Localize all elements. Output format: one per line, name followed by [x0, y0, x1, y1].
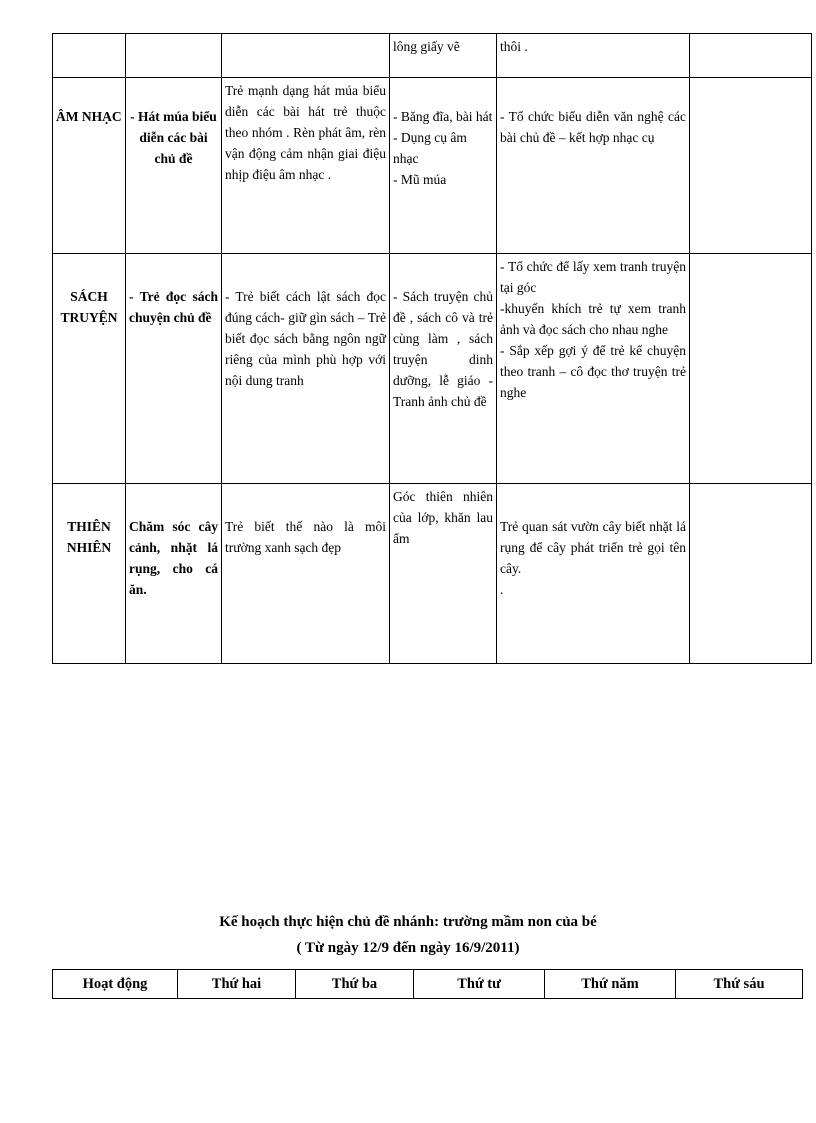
goal-cell: - Hát múa biểu diễn các bài chủ đề — [126, 78, 222, 254]
weekly-header-row — [53, 970, 803, 999]
goal-cell: Chăm sóc cây cảnh, nhặt lá rụng, cho cá ăn. — [126, 484, 222, 664]
continued-cell-requirement — [222, 34, 390, 78]
table-row-music — [53, 78, 812, 254]
materials-line: - Sách truyện chủ đề , sách cô và trẻ cùng làm , sách truyện dinh dưỡng, lễ giáo - Tranh ảnh chủ đề — [393, 289, 493, 409]
materials-cell — [390, 484, 497, 664]
header-wednesday: Thứ tư — [414, 970, 545, 999]
materials-cell — [390, 254, 497, 484]
continued-cell-goal — [126, 34, 222, 78]
organization-line: - Sắp xếp gợi ý để trẻ kể chuyện theo tranh – cô đọc thơ truyện trẻ nghe — [500, 343, 686, 400]
note-cell — [690, 484, 812, 664]
materials-line: Góc thiên nhiên của lớp, khăn lau ẩm — [393, 489, 493, 546]
activity-cell: THIÊN NHIÊN — [53, 484, 126, 664]
activity-cell: ÂM NHẠC — [53, 78, 126, 254]
continued-cell-activity — [53, 34, 126, 78]
organization-cell — [497, 484, 690, 664]
organization-cell — [497, 78, 690, 254]
note-cell — [690, 254, 812, 484]
table-row-books — [53, 254, 812, 484]
organization-line: - Tổ chức để lấy xem tranh truyện tại góc — [500, 259, 686, 295]
continued-cell-materials: lông giấy vẽ — [390, 34, 497, 78]
header-activity: Hoạt động — [53, 970, 178, 999]
materials-line: - Băng đĩa, bài hát — [393, 109, 493, 124]
organization-line: -khuyến khích trẻ tự xem tranh ảnh và đọc sách cho nhau nghe — [500, 301, 686, 337]
header-tuesday: Thứ ba — [296, 970, 414, 999]
requirement-cell: Trẻ mạnh dạng hát múa biểu diễn các bài hát trẻ thuộc theo nhóm . Rèn phát âm, rèn vận động cảm nhận giai điệu nhịp điệu âm nhạc . — [222, 78, 390, 254]
goal-cell: - Trẻ đọc sách chuyện chủ đề — [126, 254, 222, 484]
activity-plan-table — [52, 33, 812, 664]
organization-cell — [497, 254, 690, 484]
header-thursday: Thứ năm — [545, 970, 676, 999]
activity-cell: SÁCH TRUYỆN — [53, 254, 126, 484]
continued-cell-note — [690, 34, 812, 78]
continued-cell-organization: thôi . — [497, 34, 690, 78]
materials-line: - Mũ múa — [393, 172, 447, 187]
requirement-cell: - Trẻ biết cách lật sách đọc đúng cách- giữ gìn sách – Trẻ biết đọc sách bằng ngôn ngữ riêng của mình phù hợp với nội dung tranh — [222, 254, 390, 484]
header-friday: Thứ sáu — [676, 970, 803, 999]
organization-line: Trẻ quan sát vườn cây biết nhặt lá rụng để cây phát triển trẻ gọi tên cây. — [500, 519, 686, 576]
note-cell — [690, 78, 812, 254]
materials-cell — [390, 78, 497, 254]
organization-line: - Tổ chức biểu diễn văn nghệ các bài chủ đề – kết hợp nhạc cụ — [500, 109, 686, 145]
table-row-nature — [53, 484, 812, 664]
continued-row — [53, 34, 812, 78]
weekly-schedule-table — [52, 969, 803, 999]
requirement-cell: Trẻ biết thế nào là môi trường xanh sạch đẹp — [222, 484, 390, 664]
organization-line: . — [500, 582, 504, 597]
plan-date-range: ( Từ ngày 12/9 đến ngày 16/9/2011) — [296, 940, 520, 956]
header-monday: Thứ hai — [178, 970, 296, 999]
plan-title: Kế hoạch thực hiện chủ đề nhánh: trường mầm non của bé — [219, 914, 597, 930]
materials-line: - Dụng cụ âm nhạc — [393, 130, 467, 166]
